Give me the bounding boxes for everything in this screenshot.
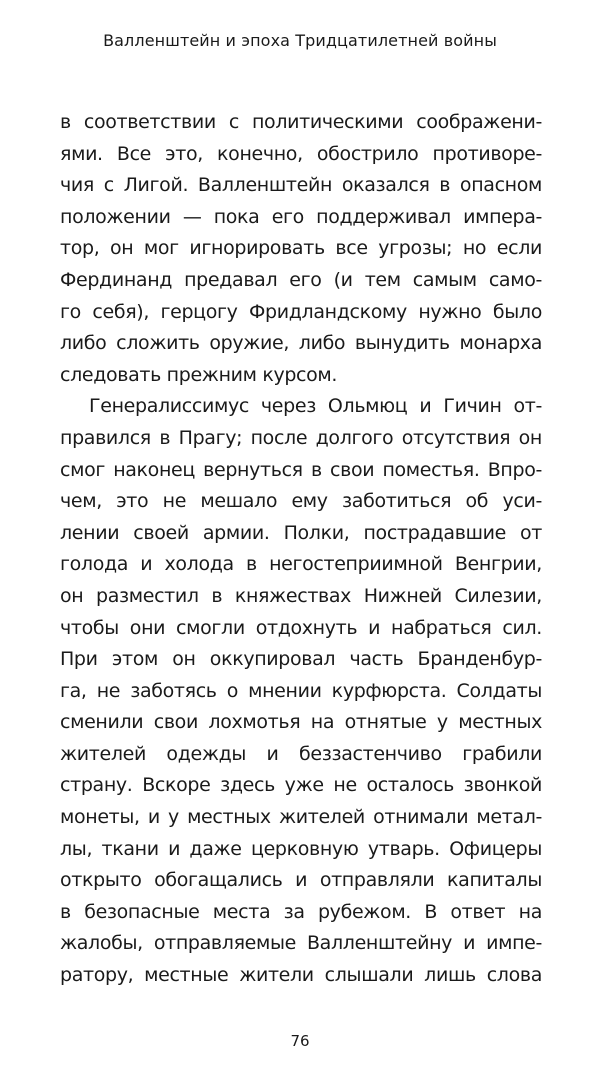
text-line: го себя), герцогу Фридландскому нужно было [60,300,542,323]
text-line: лении своей армии. Полки, пострадавшие от [60,521,542,544]
text-line-paragraph-end: следовать прежним курсом. [60,363,338,386]
text-line: сменили свои лохмотья на отнятые у местных [60,711,542,734]
text-line: ями. Все это, конечно, обострило противоре- [60,142,542,165]
running-header-title: Валленштейн и эпоха Тридцатилетней войны [103,31,497,50]
text-line: монеты, и у местных жителей отнимали метал- [60,806,542,829]
text-line: положении — пока его поддерживал импера- [60,205,542,228]
text-line: открыто обогащались и отправляли капиталы [60,869,542,892]
text-line-paragraph-start: Генералиссимус через Ольмюц и Гичин от- [89,395,542,418]
text-line: голода и холода в негостеприимной Венгрии, [60,553,542,576]
text-line: Фердинанд предавал его (и тем самым само- [60,268,542,291]
text-line: лы, ткани и даже церковную утварь. Офицеры [60,837,542,860]
text-line: га, не заботясь о мнении курфюрста. Солдаты [60,679,542,702]
page-number: 76 [290,1032,310,1050]
text-line: чия с Лигой. Валленштейн оказался в опасном [60,174,542,197]
text-line: жалобы, отправляемые Валленштейну и импе- [60,932,542,955]
text-line: правился в Прагу; после долгого отсутствия он [60,426,542,449]
text-line: смог наконец вернуться в свои поместья. Впро- [60,458,542,481]
text-line: жителей одежды и беззастенчиво грабили [60,742,542,765]
text-line: либо сложить оружие, либо вынудить монарха [60,332,542,355]
text-line: тор, он мог игнорировать все угрозы; но если [60,237,542,260]
text-line: чтобы они смогли отдохнуть и набраться сил. [60,616,542,639]
text-line: При этом он оккупировал часть Бранденбур- [60,648,542,671]
text-line: в безопасные места за рубежом. В ответ на [60,900,542,923]
text-line: в соответствии с политическими соображени- [60,111,542,133]
text-line: ратору, местные жители слышали лишь слова [60,964,542,987]
text-line: страну. Вскоре здесь уже не осталось звонкой [60,774,542,797]
text-line: чем, это не мешало ему заботиться об уси- [60,490,542,513]
body-text [60,107,542,992]
text-line: он разместил в княжествах Нижней Силезии, [60,584,542,607]
